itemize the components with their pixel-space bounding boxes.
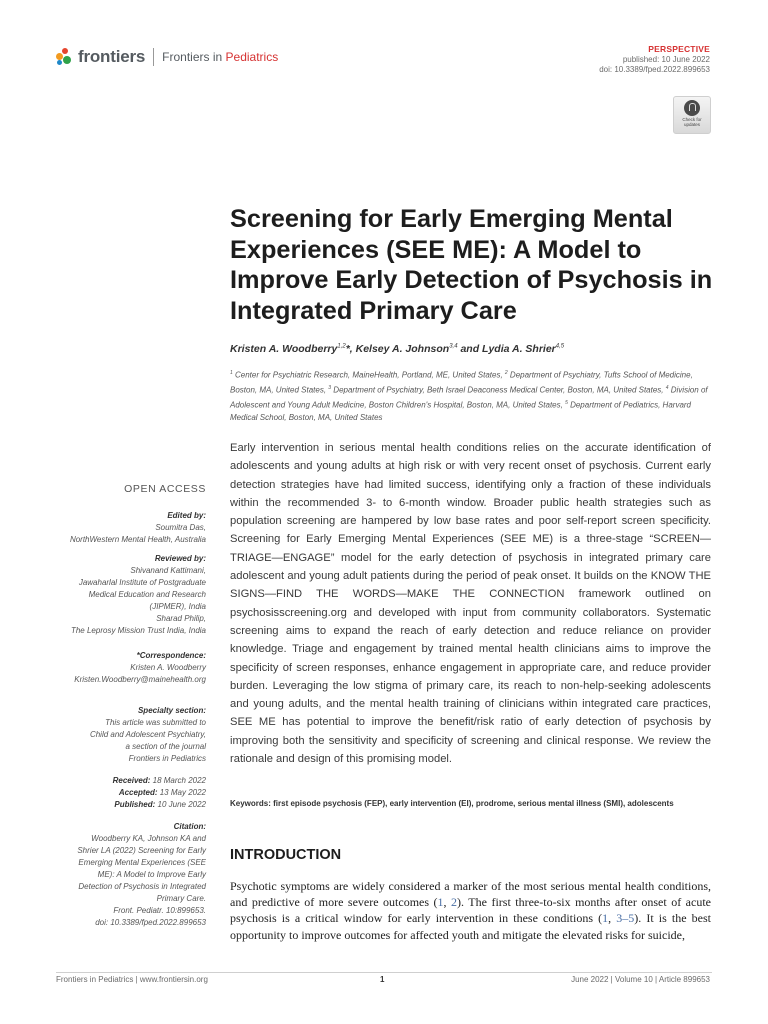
published-value: 10 June 2022 bbox=[157, 800, 206, 809]
reviewer-line: (JIPMER), India bbox=[149, 602, 206, 611]
open-access-label: OPEN ACCESS bbox=[124, 483, 206, 495]
affiliation-text: Division of Adolescent and Young Adult Medicine, Boston Children's Hospital, Boston, MA, United States, bbox=[230, 385, 708, 410]
correspondence-name: Kristen A. Woodberry bbox=[130, 663, 206, 672]
affiliation-number: 2 bbox=[504, 370, 508, 376]
accepted-date bbox=[36, 787, 206, 799]
article-doi[interactable]: doi: 10.3389/fped.2022.899653 bbox=[599, 65, 710, 74]
citation-line: Primary Care. bbox=[156, 894, 206, 903]
affiliation-text: Center for Psychiatric Research, MaineHealth, Portland, ME, United States, bbox=[232, 370, 505, 380]
journal-name-accent: Pediatrics bbox=[225, 50, 279, 64]
author-affiliation-sup: 4,5 bbox=[555, 343, 565, 350]
editor-name: Soumitra Das, bbox=[155, 523, 206, 532]
edited-by-label: Edited by: bbox=[167, 511, 206, 520]
author-separator: and bbox=[457, 343, 483, 355]
intro-text: , bbox=[608, 911, 617, 926]
correspondence-email[interactable]: Kristen.Woodberry@mainehealth.org bbox=[74, 675, 206, 684]
section-heading-introduction: INTRODUCTION bbox=[230, 847, 342, 863]
specialty-line: Child and Adolescent Psychiatry, bbox=[89, 730, 206, 739]
journal-name-prefix: Frontiers in bbox=[162, 50, 226, 64]
published-label: Published: bbox=[114, 800, 156, 809]
keywords: Keywords: first episode psychosis (FEP), early intervention (EI), prodrome, serious mental illness (SMI), adolescents bbox=[230, 799, 674, 808]
correspondence-label: *Correspondence: bbox=[136, 651, 206, 660]
affiliation-number: 1 bbox=[230, 370, 233, 376]
article-meta bbox=[599, 44, 710, 76]
sidebar-edited-by bbox=[36, 510, 206, 546]
journal-logo[interactable] bbox=[56, 46, 278, 68]
author-name[interactable]: Kelsey A. Johnson bbox=[355, 343, 450, 355]
article-title: Screening for Early Emerging Mental Experiences (SEE ME): A Model to Improve Early Detection of Psychosis in Integrated Primary Care bbox=[230, 205, 713, 325]
citation-doi[interactable]: doi: 10.3389/fped.2022.899653 bbox=[95, 918, 206, 927]
affiliation-text: Department of Pediatrics, Harvard Medical School, Boston, MA, United States bbox=[230, 400, 692, 422]
reviewed-by-label: Reviewed by: bbox=[154, 554, 206, 563]
brand-name: frontiers bbox=[78, 47, 146, 66]
reviewer-line: Medical Education and Research bbox=[88, 590, 206, 599]
received-date bbox=[36, 775, 206, 787]
reference-link[interactable]: 1 bbox=[437, 895, 444, 910]
reviewer-line: The Leprosy Mission Trust India, India bbox=[70, 626, 206, 635]
citation-line: Front. Pediatr. 10:899653. bbox=[113, 906, 206, 915]
citation-line: Woodberry KA, Johnson KA and bbox=[91, 834, 206, 843]
editor-affiliation: NorthWestern Mental Health, Australia bbox=[69, 535, 206, 544]
reference-link[interactable]: 1 bbox=[602, 911, 609, 926]
received-label: Received: bbox=[112, 776, 151, 785]
sidebar-dates bbox=[36, 775, 206, 811]
intro-text: , bbox=[443, 895, 452, 910]
received-value: 18 March 2022 bbox=[152, 776, 206, 785]
intro-text: ). The first three-to-six months after onset of acute psychosis is a critical window for early intervention in these conditions ( bbox=[230, 895, 711, 926]
intro-text: ). It is the best opportunity to improve outcomes for affected youth and mitigate the elevated risks for suicide, bbox=[230, 911, 711, 942]
sidebar-specialty bbox=[36, 705, 206, 765]
specialty-label: Specialty section: bbox=[137, 706, 206, 715]
author-name[interactable]: Kristen A. Woodberry bbox=[230, 343, 338, 355]
check-for-updates-badge[interactable] bbox=[673, 96, 711, 134]
published-date: published: 10 June 2022 bbox=[622, 54, 710, 64]
affiliation-number: 3 bbox=[328, 384, 332, 391]
specialty-line: Frontiers in Pediatrics bbox=[128, 754, 206, 763]
journal-name bbox=[162, 50, 278, 64]
sidebar-reviewed-by bbox=[36, 553, 206, 637]
affiliation-number: 5 bbox=[565, 399, 568, 406]
specialty-line: a section of the journal bbox=[125, 742, 206, 751]
citation-line: ME): A Model to Improve Early bbox=[97, 870, 206, 879]
author-affiliation-sup: 1,2 bbox=[337, 343, 346, 350]
reference-link[interactable]: 3–5 bbox=[616, 911, 635, 926]
citation-label: Citation: bbox=[173, 822, 206, 831]
logo-divider bbox=[153, 48, 154, 66]
footer-journal[interactable]: Frontiers in Pediatrics | www.frontiersin.org bbox=[56, 975, 208, 984]
reviewer-line: Jawaharlal Institute of Postgraduate bbox=[78, 578, 206, 587]
citation-line: Emerging Mental Experiences (SEE bbox=[78, 858, 206, 867]
accepted-value: 13 May 2022 bbox=[159, 788, 206, 797]
sidebar-correspondence bbox=[36, 650, 206, 686]
introduction-paragraph bbox=[230, 878, 711, 943]
citation-line: Detection of Psychosis in Integrated bbox=[78, 882, 206, 891]
published-date-side bbox=[36, 799, 206, 811]
check-for-updates-icon bbox=[684, 100, 700, 116]
sidebar-citation bbox=[36, 821, 206, 929]
author-name[interactable]: Lydia A. Shrier bbox=[482, 343, 556, 355]
affiliation-text: Department of Psychiatry, Tufts School of Medicine, Boston, MA, United States, bbox=[230, 370, 693, 395]
affiliation-number: 4 bbox=[665, 384, 669, 391]
reviewer-line: Shivanand Kattimani, bbox=[130, 566, 206, 575]
footer-issue: June 2022 | Volume 10 | Article 899653 bbox=[571, 975, 710, 984]
author-affiliation-sup: 3,4 bbox=[449, 343, 458, 350]
reviewer-line: Sharad Philip, bbox=[156, 614, 206, 623]
abstract: Early intervention in serious mental health conditions relies on the accurate identification of adolescents and young adults at high risk or with very recent onset of psychosis. Current early detection strategies have had limited success, identifying only a fraction of these individuals within the recommended 3- to 6-month window. Broader public health strategies such as population screening are hampered by low base rates and poor self-report screen specificity. Screening for Early Emerging Mental Experiences (SEE ME) is a three-stage “SCREEN—TRIAGE—ENGAGE” model for the early detection of psychosis in integrated primary care adolescent and young adult patients during the period of peak onset. It builds on the KNOW THE SIGNS—FIND THE WORDS—MAKE THE CONNECTION framework outlined on psychosisscreening.org and developed with input from community collaborators. Systematic screening aims to expand the reach of early detection and reduce reliance on provider knowledge. Triage and engagement by trained mental health clinicians aims to improve the specificity of screen responses, enhance engagement in appropriate care, and reduce provider burden. Leveraging the low stigma of primary care, its reach to non-help-seeking adolescents and young adults, and the mental health training of clinicians within integrated care practices, SEE ME has potential to improve the benefit/risk ratio of early detection of psychosis by improving both the sensitivity and specificity of screening and clinical response. We review the rationale and design of this promising model. bbox=[230, 442, 711, 766]
affiliations bbox=[230, 367, 710, 424]
accepted-label: Accepted: bbox=[118, 788, 158, 797]
author-separator: *, bbox=[345, 343, 356, 355]
footer-divider bbox=[56, 972, 712, 973]
page-number: 1 bbox=[380, 975, 385, 984]
badge-text: Check for updates bbox=[682, 117, 702, 127]
reference-link[interactable]: 2 bbox=[451, 895, 458, 910]
article-type: PERSPECTIVE bbox=[648, 44, 710, 54]
citation-line: Shrier LA (2022) Screening for Early bbox=[77, 846, 206, 855]
frontiers-logo-icon bbox=[56, 48, 74, 66]
author-list bbox=[230, 343, 564, 355]
intro-text: Psychotic symptoms are widely considered a marker of the most serious mental health conditions, and predictive of more severe outcomes ( bbox=[230, 879, 711, 910]
affiliation-text: Department of Psychiatry, Beth Israel Deaconess Medical Center, Boston, MA, United States, bbox=[331, 385, 666, 395]
specialty-line: This article was submitted to bbox=[105, 718, 206, 727]
